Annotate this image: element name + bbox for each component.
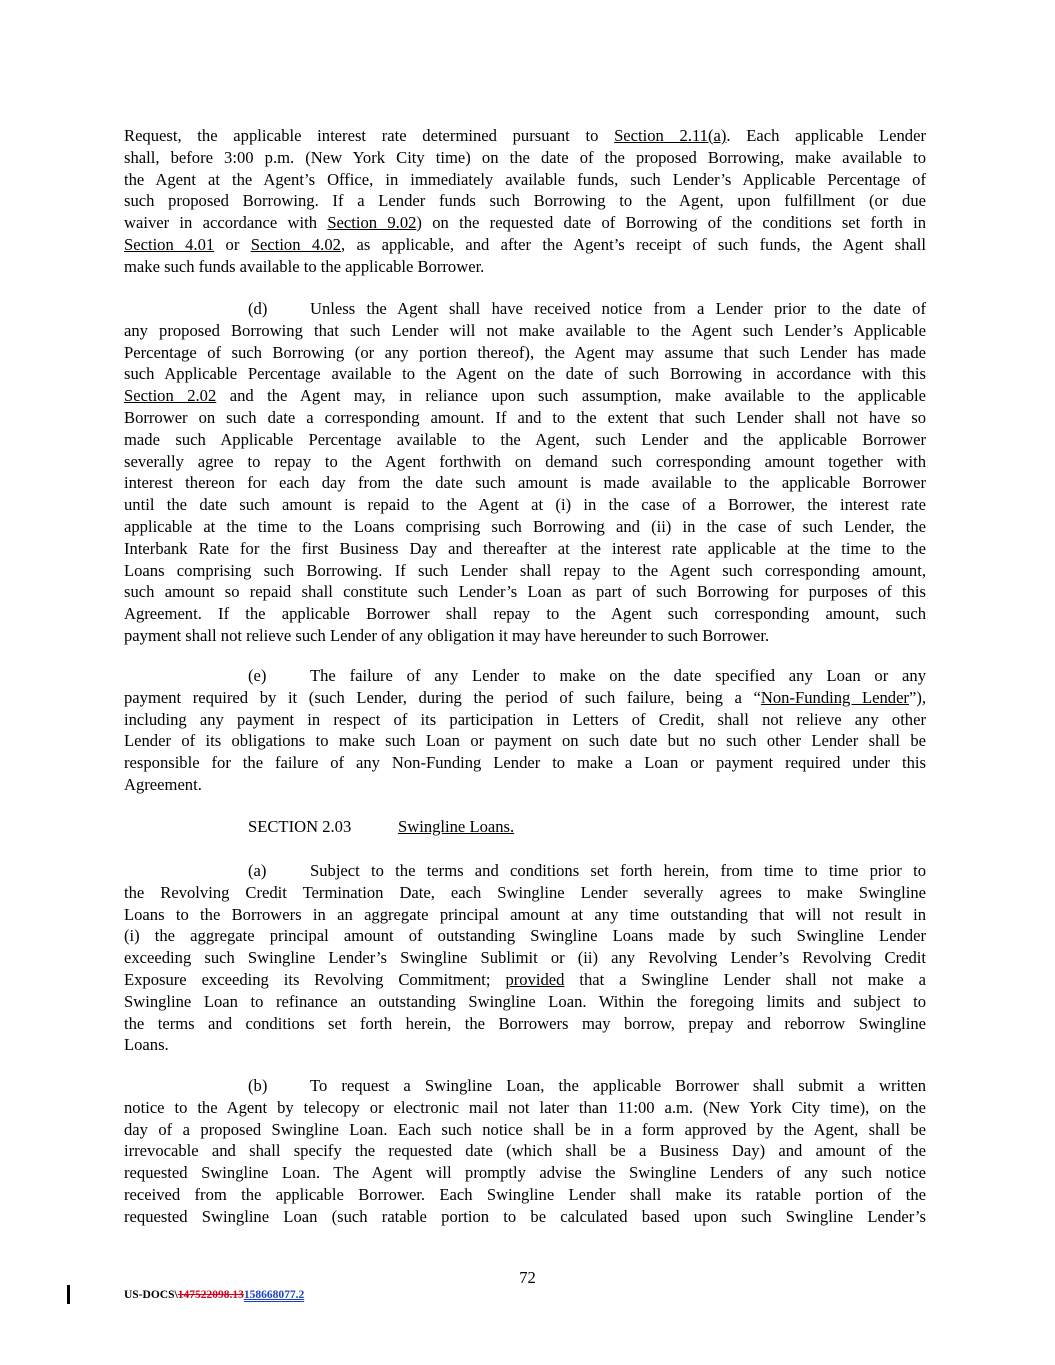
text-line: Loans to the Borrowers in an aggregate principal amount at any time outstanding that will not result in <box>124 904 926 924</box>
text-line: such amount so repaid shall constitute such Lender’s Loan as part of such Borrowing for purposes of this <box>124 582 926 602</box>
text-line: interest thereon for each day from the date such amount is made available to the applicable Borrower <box>124 473 926 493</box>
text-line: Percentage of such Borrowing (or any portion thereof), the Agent may assume that such Lender has made <box>124 342 926 362</box>
defined-term: Non-Funding Lender <box>760 687 909 707</box>
text-line: Exposure exceeding its Revolving Commitment; provided that a Swingline Lender shall not make a <box>124 969 926 989</box>
text-line: Interbank Rate for the first Business Day and thereafter at the interest rate applicable at the time to the <box>124 538 926 558</box>
text-line: such Applicable Percentage available to the Agent on the date of such Borrowing in accordance with this <box>124 364 926 384</box>
text-line: the Agent at the Agent’s Office, in immediately available funds, such Lender’s Applicable Percentage of <box>124 169 926 189</box>
text-line: payment shall not relieve such Lender of any obligation it may have hereunder to such Borrower. <box>124 625 770 645</box>
text-line: payment required by it (such Lender, during the period of such failure, being a “Non-Funding Lender”), <box>124 687 927 707</box>
inserted-doc-number: 158668077.2 <box>243 1289 305 1301</box>
text-line: Borrower on such date a corresponding amount. If and to the extent that such Lender shall not have so <box>124 407 926 427</box>
text-line: Section 4.01 or Section 4.02, as applicable, and after the Agent’s receipt of such funds, the Agent shall <box>124 234 926 254</box>
text-line: (b) To request a Swingline Loan, the applicable Borrower shall submit a written <box>248 1076 926 1095</box>
text-line: Section 2.02 and the Agent may, in reliance upon such assumption, make available to the applicable <box>124 386 926 406</box>
deleted-doc-number: 147522098.13 <box>177 1289 244 1301</box>
text-line: until the date such amount is repaid to the Agent at (i) in the case of a Borrower, the interest rate <box>124 495 926 515</box>
text-line: (a) Subject to the terms and conditions set forth herein, from time to time prior to <box>248 861 926 880</box>
text-line: severally agree to repay to the Agent forthwith on demand such corresponding amount together with <box>124 451 926 471</box>
section-heading <box>248 816 514 838</box>
clause-marker: (d) <box>248 299 268 318</box>
text-line: including any payment in respect of its participation in Letters of Credit, shall not relieve any other <box>124 709 926 729</box>
text-line: (e) The failure of any Lender to make on the date specified any Loan or any <box>248 666 926 685</box>
clause-marker: (b) <box>248 1076 268 1095</box>
clause-marker: (a) <box>248 861 267 880</box>
text-line: such proposed Borrowing. If a Lender funds such Borrowing to the Agent, upon fulfillment (or due <box>124 191 926 211</box>
revision-change-bar <box>67 1285 70 1304</box>
section-reference: Section 4.01 <box>124 234 215 254</box>
section-title: Swingline Loans. <box>398 817 515 836</box>
text-line: Agreement. If the applicable Borrower shall repay to the Agent such corresponding amount, such <box>124 604 926 624</box>
text-line: any proposed Borrowing that such Lender will not make available to the Agent such Lender’s Applicable <box>124 320 926 340</box>
section-reference: Section 9.02 <box>327 213 417 233</box>
text-line: Agreement. <box>124 774 202 794</box>
text-line: waiver in accordance with Section 9.02) on the requested date of Borrowing of the conditions set forth in <box>124 213 926 233</box>
text-line: the terms and conditions set forth herein, the Borrowers may borrow, prepay and reborrow Swingline <box>124 1013 926 1033</box>
text-line: shall, before 3:00 p.m. (New York City time) on the date of the proposed Borrowing, make available to <box>124 147 926 167</box>
text-line: made such Applicable Percentage available to the Agent, such Lender and the applicable Borrower <box>124 429 926 449</box>
text-line: Lender of its obligations to make such Loan or payment on such date but no such other Lender shall be <box>124 731 926 751</box>
text-line: received from the applicable Borrower. Each Swingline Lender shall make its ratable portion of the <box>124 1184 926 1204</box>
clause-marker: (e) <box>248 666 267 685</box>
text-line: exceeding such Swingline Lender’s Swingline Sublimit or (ii) any Revolving Lender’s Revolving Credit <box>124 948 926 968</box>
text-line: Loans comprising such Borrowing. If such Lender shall repay to the Agent such corresponding amount, <box>124 560 926 580</box>
text-line: the Revolving Credit Termination Date, each Swingline Lender severally agrees to make Swingline <box>124 882 926 902</box>
text-line: notice to the Agent by telecopy or electronic mail not later than 11:00 a.m. (New York City time), on the <box>124 1097 926 1117</box>
text-line: Loans. <box>124 1035 169 1055</box>
page-number: 72 <box>519 1268 536 1287</box>
text-line: requested Swingline Loan. The Agent will promptly advise the Swingline Lenders of any such notice <box>124 1163 926 1183</box>
text-line: responsible for the failure of any Non-Funding Lender to make a Loan or payment required under this <box>124 753 926 773</box>
paragraph-d <box>124 298 926 647</box>
document-id <box>124 1288 304 1302</box>
text-line: requested Swingline Loan (such ratable portion to be calculated based upon such Swingline Lender’s <box>124 1206 926 1226</box>
paragraph-2-03-b <box>124 1075 926 1228</box>
text-line: irrevocable and shall specify the requested date (which shall be a Business Day) and amount of the <box>124 1141 926 1161</box>
text-line: Swingline Loan to refinance an outstanding Swingline Loan. Within the foregoing limits and subject to <box>124 991 926 1011</box>
paragraph-2-03-a <box>124 860 926 1056</box>
section-number: SECTION 2.03 <box>248 817 352 836</box>
text-line: make such funds available to the applicable Borrower. <box>124 256 485 276</box>
text-line: day of a proposed Swingline Loan. Each such notice shall be in a form approved by the Agent, shall be <box>124 1119 926 1139</box>
defined-term: provided <box>505 969 565 989</box>
paragraph-e <box>124 665 926 796</box>
text-line: (d) Unless the Agent shall have received notice from a Lender prior to the date of <box>248 299 926 318</box>
section-reference: Section 2.11(a) <box>614 126 727 145</box>
text-line: Request, the applicable interest rate determined pursuant to Section 2.11(a). Each applicable Lender <box>124 126 926 145</box>
section-reference: Section 2.02 <box>124 386 217 406</box>
text-line: (i) the aggregate principal amount of outstanding Swingline Loans made by such Swingline Lender <box>124 926 926 946</box>
doc-id-prefix: US-DOCS\ <box>124 1289 178 1301</box>
text-line: applicable at the time to the Loans comprising such Borrowing and (ii) in the case of such Lender, the <box>124 516 926 536</box>
paragraph-continuation <box>124 125 926 278</box>
section-reference: Section 4.02 <box>250 234 341 254</box>
